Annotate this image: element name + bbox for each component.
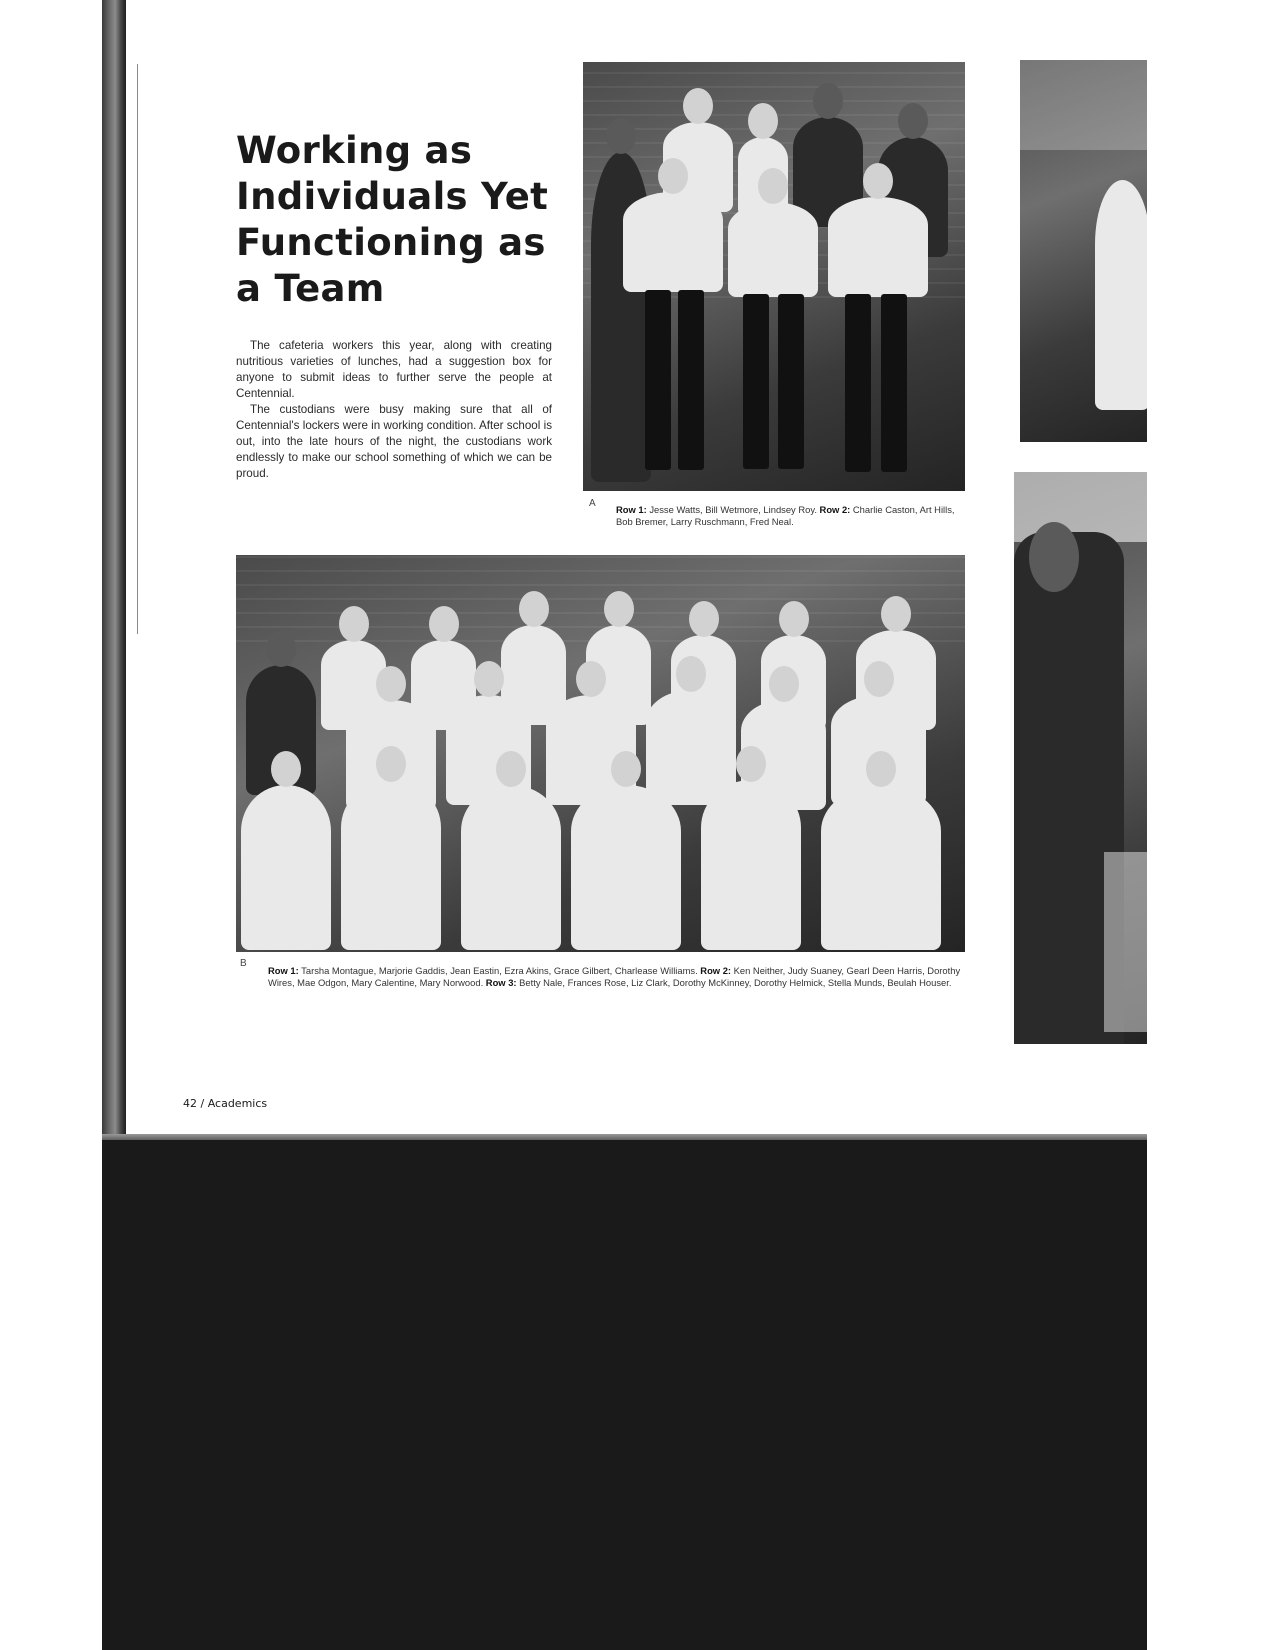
facing-page-photo-top [1020,60,1147,442]
scan-background [102,1140,1147,1650]
person-figure [571,785,681,950]
photo-label-a: A [589,498,596,509]
person-figure [341,780,441,950]
person-figure [828,197,928,297]
person-figure [1095,180,1147,410]
person-figure [821,785,941,950]
person-figure [728,202,818,297]
person-figure [701,780,801,950]
headline: Working as Individuals Yet Functioning as a Team [236,129,549,310]
caption-cafeteria-workers: Row 1: Tarsha Montague, Marjorie Gaddis, Jean Eastin, Ezra Akins, Grace Gilbert, Charlease Williams. Row 2: Ken Neither, Judy Suaney, Gearl Deen Harris, Dorothy Wires, Mae Odgon, Mary Calentine, Mary Norwood. Row 3: Betty Nale, Frances Rose, Liz Clark, Dorothy McKinney, Dorothy Helmick, Stella Munds, Beulah Houser. [268,965,961,988]
caption-custodians: Row 1: Jesse Watts, Bill Wetmore, Lindsey Roy. Row 2: Charlie Caston, Art Hills, Bob Bremer, Larry Ruschmann, Fred Neal. [616,504,955,527]
photo-label-b: B [240,958,247,969]
right-margin [1147,0,1275,1650]
paragraph-custodians: The custodians were busy making sure that all of Centennial's lockers were in working condition. After school is out, into the late hours of the night, the custodians work endlessly to make our school something of which we can be proud. [236,403,552,480]
person-figure [461,785,561,950]
photo-cafeteria-workers [236,555,965,952]
person-figure [623,192,723,292]
person-figure [241,785,331,950]
article-body [236,338,552,482]
book-spine [102,0,126,1140]
photo-custodians [583,62,965,491]
facing-page-photo-bottom [1014,472,1147,1044]
paragraph-cafeteria: The cafeteria workers this year, along with creating nutritious varieties of lunches, had a suggestion box for anyone to submit ideas to further serve the people at Centennial. [236,339,552,400]
gutter-line [137,64,138,634]
page-folio: 42 / Academics [183,1097,268,1110]
